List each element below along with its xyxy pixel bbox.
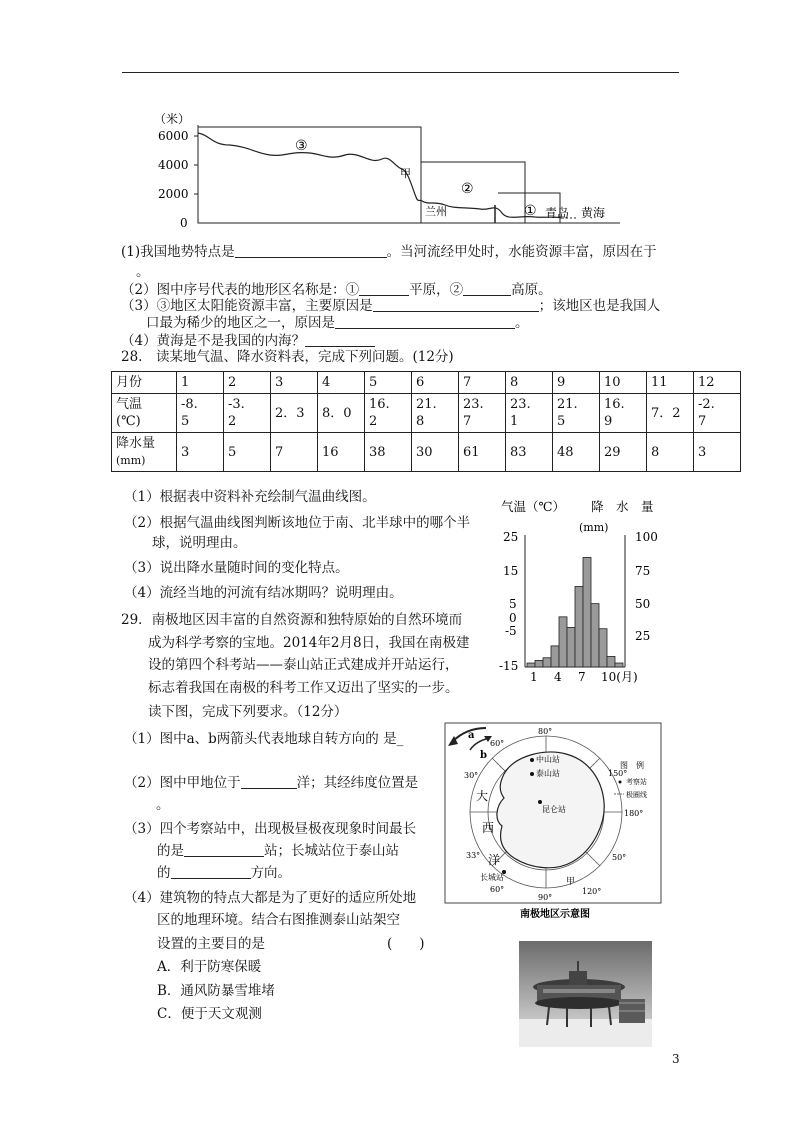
map-label-da: 大 <box>476 789 489 803</box>
x-tick: 1 <box>530 670 538 684</box>
table-cell: 16. 2 <box>365 394 412 433</box>
table-cell: 21. 5 <box>553 394 600 433</box>
lon-label: 33° <box>466 851 481 860</box>
ytick-4000: 4000 <box>158 158 189 172</box>
q29-intro3: 设的第四个科考站——泰山站正式建成并开站运行， <box>148 657 459 673</box>
q29-option-a[interactable]: A．利于防寒保暖 <box>157 959 262 975</box>
precip-bar <box>551 646 559 667</box>
q27-line3b: 口最为稀少的地区之一，原因是 。 <box>146 315 529 331</box>
q27-blank5[interactable] <box>335 314 515 329</box>
left-tick: -15 <box>499 659 519 673</box>
map-label-a: a <box>468 730 475 741</box>
jia-label: 甲 <box>400 167 411 180</box>
table-header-precip: 降水量 (mm) <box>112 433 177 472</box>
precip-bar <box>535 660 543 667</box>
lon-label: 60° <box>490 739 505 748</box>
q29-intro1: 29．南极地区因丰富的自然资源和独特原始的自然环境而 <box>121 612 463 628</box>
lanzhou-label: 兰州 <box>425 205 447 218</box>
q29-sub3b: 的是 站；长城站位于泰山站 <box>157 843 399 859</box>
table-header-temp: 气温 (℃) <box>112 394 177 433</box>
q29-sub2c: 。 <box>156 797 170 813</box>
qingdao-label: 青岛 <box>545 206 570 220</box>
x-tick: 7 <box>578 670 586 684</box>
ytick-2000: 2000 <box>158 187 189 201</box>
q29-blank2[interactable] <box>184 842 264 857</box>
table-cell: 5 <box>224 433 271 472</box>
table-cell: 11 <box>647 372 694 394</box>
q28-sub3: （3）说出降水量随时间的变化特点。 <box>124 560 349 576</box>
precip-bar <box>567 627 575 667</box>
table-row-month <box>112 372 741 394</box>
q27-line4: （4）黄海是不是我国的内海？ <box>121 332 375 350</box>
ytick-6000: 6000 <box>158 129 189 143</box>
q29-option-b[interactable]: B．通风防暴雪堆堵 <box>157 983 275 999</box>
table-cell: 30 <box>412 433 459 472</box>
lon-label: 120° <box>582 887 602 896</box>
lon-label: 150° <box>608 769 628 778</box>
right-tick: 100 <box>635 530 658 544</box>
legend-station: 考察站 <box>626 778 647 786</box>
table-cell: 83 <box>506 433 553 472</box>
precip-bar <box>599 629 607 667</box>
left-tick: 5 <box>509 597 517 611</box>
precip-bar <box>591 604 599 667</box>
table-cell: 1 <box>177 372 224 394</box>
table-cell: 38 <box>365 433 412 472</box>
table-cell: 23. 1 <box>506 394 553 433</box>
q29-intro4: 标志着我国在南极的科考工作又迈出了坚实的一步。 <box>148 680 459 696</box>
table-cell: 2 <box>224 372 271 394</box>
region3-box <box>198 127 421 223</box>
station-taishan: 泰山站 <box>536 769 560 778</box>
table-cell: 9 <box>553 372 600 394</box>
q29-sub2: （2）图中甲地位于 洋；其经纬度位置是 <box>124 775 419 791</box>
table-cell: -3. 2 <box>224 394 271 433</box>
q29-sub4c: 设置的主要目的是 <box>157 936 265 952</box>
q29-sub3d: 的 方向。 <box>157 865 291 881</box>
precip-bar <box>607 656 615 667</box>
q27-blank4[interactable] <box>373 297 539 312</box>
lon-label: 30° <box>464 771 479 780</box>
table-cell: 2．3 <box>271 394 318 433</box>
climate-table <box>111 371 741 472</box>
x-tick: 10(月) <box>601 670 638 684</box>
terrain-line <box>198 133 562 218</box>
left-tick: 0 <box>509 611 517 625</box>
table-cell: 10 <box>600 372 647 394</box>
q29-blank1[interactable] <box>241 774 297 789</box>
map-label-yang: 洋 <box>488 853 501 867</box>
region1-label: ① <box>524 203 537 219</box>
precip-bar <box>615 663 623 667</box>
q27-line2: （2）图中序号代表的地形区名称是：① 平原，② 高原。 <box>121 282 552 298</box>
station-kunlun: 昆仑站 <box>542 805 566 814</box>
right-tick: 50 <box>635 597 651 611</box>
ytick-0: 0 <box>180 216 188 230</box>
table-cell: 4 <box>318 372 365 394</box>
table-cell: 12 <box>694 372 741 394</box>
lon-label: 80° <box>538 727 553 736</box>
q27-line1: (1)我国地势特点是 。当河流经甲处时，水能资源丰富，原因在于 <box>121 244 657 260</box>
table-cell: 8 <box>647 433 694 472</box>
table-row-temp <box>112 394 741 433</box>
x-tick: 4 <box>554 670 562 684</box>
lon-label: 60° <box>490 885 505 894</box>
precip-bar <box>527 663 535 667</box>
table-cell: 8．0 <box>318 394 365 433</box>
q29-sub3a: （3）四个考察站中，出现极昼极夜现象时间最长 <box>124 821 417 837</box>
q29-sub4a: （4）建筑物的特点大都是为了更好的适应所处地 <box>124 890 417 906</box>
q28-title: 28. 读某地气温、降水资料表，完成下列问题。(12分) <box>121 349 454 365</box>
table-cell: 3 <box>177 433 224 472</box>
precip-bar <box>575 586 583 667</box>
chart-bars <box>527 557 623 667</box>
table-cell: 61 <box>459 433 506 472</box>
terrain-profile-diagram <box>150 105 630 230</box>
table-cell: 21. 8 <box>412 394 459 433</box>
q29-option-c[interactable]: C．便于天文观测 <box>157 1006 262 1022</box>
q28-sub2b: 球，说明理由。 <box>152 535 247 551</box>
table-cell: 29 <box>600 433 647 472</box>
chart-title-left: 气温（℃） <box>501 499 565 514</box>
antarctica-map <box>444 722 664 922</box>
table-cell: 23. 7 <box>459 394 506 433</box>
region3-label: ③ <box>295 138 308 154</box>
region2-label: ② <box>461 181 474 197</box>
table-cell: 16 <box>318 433 365 472</box>
table-cell: 48 <box>553 433 600 472</box>
map-label-b: b <box>480 750 487 761</box>
table-cell: 7 <box>459 372 506 394</box>
left-tick: 25 <box>503 530 519 544</box>
q28-sub1: （1）根据表中资料补充绘制气温曲线图。 <box>124 489 376 505</box>
map-label-jia: 甲 <box>566 877 576 887</box>
q27-blank2[interactable] <box>359 281 409 296</box>
q27-blank6[interactable] <box>305 332 375 347</box>
table-header-month: 月份 <box>112 372 177 394</box>
table-cell: -8. 5 <box>177 394 224 433</box>
q29-answer-paren[interactable]: ( ) <box>387 936 425 952</box>
left-tick: 15 <box>503 564 519 578</box>
precip-bar <box>543 658 551 667</box>
table-cell: 7 <box>271 433 318 472</box>
taishan-station-photo <box>519 941 652 1047</box>
station-changcheng: 长城站 <box>480 873 504 882</box>
chart-unit-right: (mm) <box>579 521 609 534</box>
table-cell: 16. 9 <box>600 394 647 433</box>
q27-line3: （3）③地区太阳能资源丰富，主要原因是 ；该地区也是我国人 <box>121 298 661 314</box>
q27-blank3[interactable] <box>463 281 511 296</box>
precip-bar <box>583 557 591 667</box>
map-label-xi: 西 <box>482 821 495 835</box>
table-cell: 8 <box>506 372 553 394</box>
legend-circle: 极圈线 <box>626 791 647 799</box>
left-tick: -5 <box>505 624 517 638</box>
page-number: 3 <box>672 1052 680 1066</box>
q29-blank3[interactable] <box>171 864 251 879</box>
table-cell: 5 <box>365 372 412 394</box>
map-caption: 南极地区示意图 <box>520 909 590 920</box>
table-cell: 7．2 <box>647 394 694 433</box>
right-tick: 75 <box>635 564 651 578</box>
q28-sub4: （4）流经当地的河流有结冰期吗？说明理由。 <box>124 585 403 601</box>
q29-intro5: 读下图，完成下列要求。（12分） <box>148 704 348 720</box>
station-zhongshan: 中山站 <box>536 755 560 764</box>
table-cell: -2. 7 <box>694 394 741 433</box>
q27-line1b: 。 <box>136 264 150 280</box>
huanghai-label: 黄海 <box>581 206 606 220</box>
climate-chart <box>495 495 675 685</box>
right-tick: 25 <box>635 629 651 643</box>
table-cell: 6 <box>412 372 459 394</box>
precip-bar <box>559 617 567 667</box>
q29-intro2: 成为科学考察的宝地。2014年2月8日，我国在南极建 <box>148 635 470 651</box>
profile-unit: （米） <box>154 112 191 126</box>
lon-label: 50° <box>612 853 627 862</box>
table-row-precip <box>112 433 741 472</box>
table-cell: 3 <box>271 372 318 394</box>
q27-blank1[interactable] <box>235 243 387 258</box>
chart-title-right: 降 水 量 <box>591 499 654 514</box>
q29-sub4b: 区的地理环境。结合右图推测泰山站架空 <box>157 912 400 928</box>
q29-sub1: （1）图中a、b两箭头代表地球自转方向的 是_ <box>124 731 404 747</box>
lon-label: 90° <box>538 893 553 902</box>
lon-label: 180° <box>624 809 644 818</box>
header-rule <box>122 72 679 73</box>
legend-title: 图 例 <box>620 761 644 770</box>
q28-sub2a: （2）根据气温曲线图判断该地位于南、北半球中的哪个半 <box>124 515 471 531</box>
table-cell: 3 <box>694 433 741 472</box>
